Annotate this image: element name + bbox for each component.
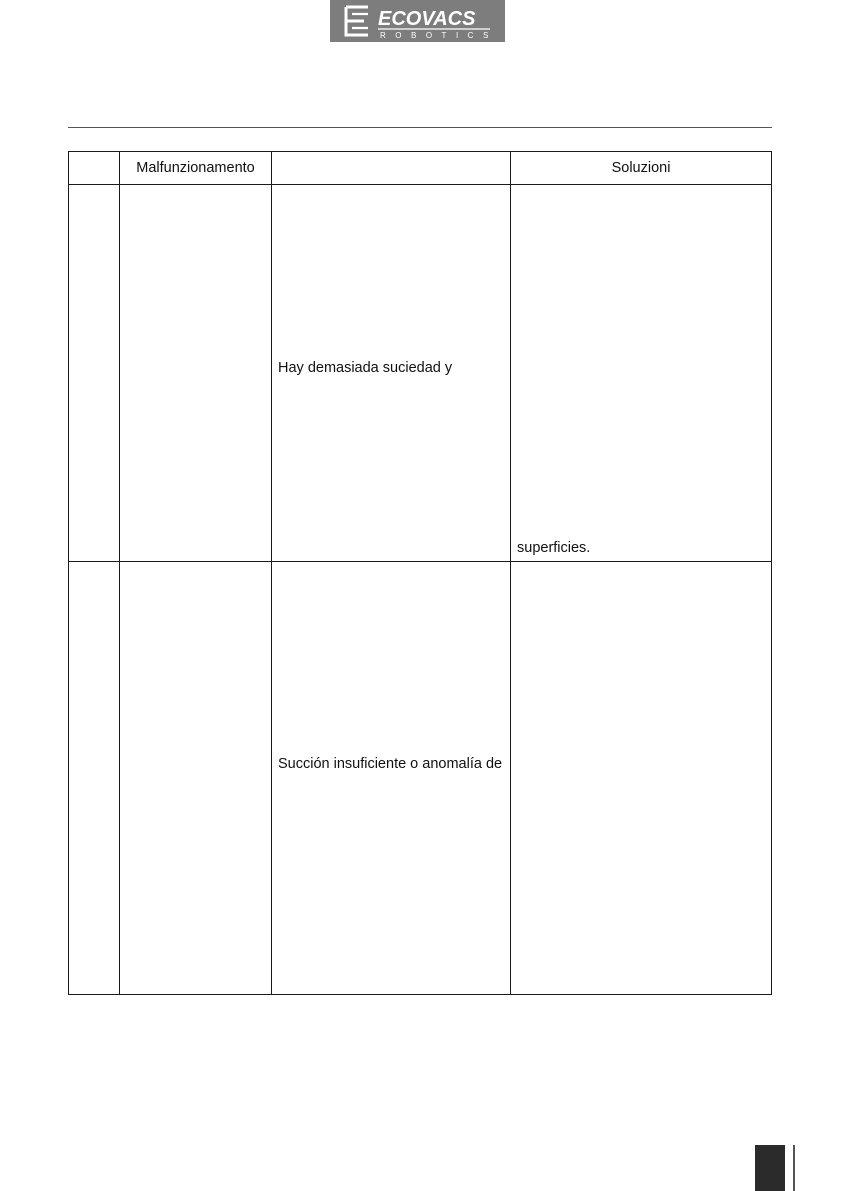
row-cause [272,562,511,995]
header-divider [68,127,772,128]
row-number [69,185,120,562]
row-cause [272,185,511,562]
ecovacs-logo [330,0,505,42]
row-solution [511,562,772,995]
page-number-tab [755,1145,785,1191]
table-row [69,562,772,995]
cause-text: Hay demasiada suciedad y [278,360,453,376]
header-malfunction: Malfunzionamento [120,152,272,185]
table-header-row [69,152,772,185]
page-edge-marker [793,1145,795,1191]
row-solution [511,185,772,562]
solution-text: superficies. [517,540,591,556]
svg-text:ROBOTICS: ROBOTICS [380,31,498,40]
row-malfunction [120,185,272,562]
cause-text: Succión insuficiente o anomalía de [278,756,503,772]
header-solutions: Soluzioni [511,152,772,185]
svg-text:ECOVACS: ECOVACS [378,8,476,30]
row-malfunction [120,562,272,995]
table-row [69,185,772,562]
header-number [69,152,120,185]
row-number [69,562,120,995]
header-cause [272,152,511,185]
troubleshooting-table [68,151,772,995]
ecovacs-logo-mark [330,0,505,42]
